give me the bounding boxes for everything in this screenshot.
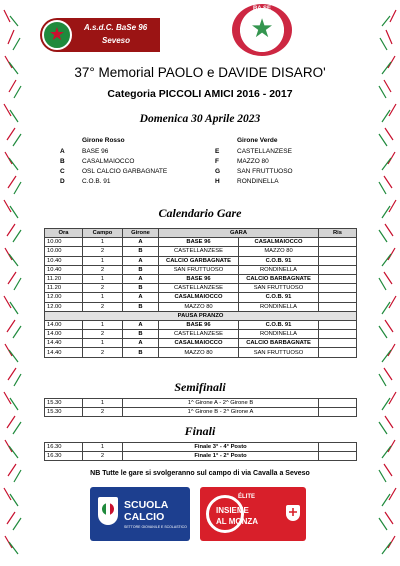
match-row: [45, 238, 357, 247]
match-field: 1: [83, 274, 123, 283]
match-time: 10.40: [45, 256, 83, 265]
group-letter: C: [60, 167, 65, 175]
match-field: 2: [83, 247, 123, 256]
group-letter: H: [215, 177, 220, 185]
match-time: 10.00: [45, 238, 83, 247]
match-field: 1: [83, 238, 123, 247]
elite-line2: INSIEME: [216, 506, 249, 515]
group-letter: B: [60, 157, 65, 165]
match-row: [45, 247, 357, 256]
col-header-ris: Ris: [319, 229, 357, 238]
emblem-bottom-text: 96: [258, 46, 266, 52]
group-team-name: C.O.B. 91: [82, 177, 111, 185]
home-team: BASE 96: [159, 320, 239, 329]
group-team-name: CASALMAIOCCO: [82, 157, 135, 165]
away-team: SAN FRUTTUOSO: [239, 348, 319, 357]
match-result: [319, 408, 357, 417]
match-group: B: [123, 247, 159, 256]
col-header-girone: Girone: [123, 229, 159, 238]
club-city: Seveso: [102, 36, 131, 45]
match-row: [45, 339, 357, 348]
match-row: [45, 284, 357, 293]
star-icon: ★: [250, 14, 274, 44]
match-time: 16.30: [45, 443, 83, 452]
page-title: 37° Memorial PAOLO e DAVIDE DISARO': [74, 65, 326, 80]
group-rosso: [60, 137, 220, 186]
group-team-name: SAN FRUTTUOSO: [237, 167, 293, 175]
scuola-calcio-logo: [90, 487, 190, 541]
home-team: BASE 96: [159, 238, 239, 247]
col-header-gara: GARA: [159, 229, 319, 238]
match-field: 2: [83, 348, 123, 357]
group-team-name: CASTELLANZESE: [237, 147, 292, 155]
scuola-line3: SETTORE GIOVANILE E SCOLASTICO: [124, 525, 187, 529]
match-group: A: [123, 293, 159, 302]
group-letter: A: [60, 147, 65, 155]
match-group: B: [123, 284, 159, 293]
pause-row: [45, 311, 357, 320]
category-title: Categoria PICCOLI AMICI 2016 - 2017: [107, 88, 293, 100]
match-field: 1: [83, 293, 123, 302]
match-row: [45, 256, 357, 265]
match-time: 15.30: [45, 408, 83, 417]
group-team-row: [215, 156, 355, 166]
match-result: [319, 330, 357, 339]
match-result: [319, 284, 357, 293]
match-group: A: [123, 256, 159, 265]
emblem-top-text: BA SE: [252, 6, 272, 12]
match-time: 14.00: [45, 330, 83, 339]
group-letter: G: [215, 167, 221, 175]
home-team: CASTELLANZESE: [159, 284, 239, 293]
club-emblem: [232, 4, 292, 56]
group-letter: D: [60, 177, 65, 185]
match-result: [319, 256, 357, 265]
away-team: CALCIO BARBAGNATE: [239, 339, 319, 348]
match-field: 2: [83, 265, 123, 274]
match-time: 11.20: [45, 284, 83, 293]
group-letter: F: [215, 157, 219, 165]
match-field: 2: [83, 408, 123, 417]
knockout-row: [45, 408, 357, 417]
club-name: A.s.d.C. BaSe 96: [84, 23, 148, 32]
match-time: 14.40: [45, 339, 83, 348]
match-row: [45, 302, 357, 311]
finals-body: [45, 443, 357, 461]
match-field: 2: [83, 302, 123, 311]
club-logo-icon: [42, 20, 72, 50]
group-team-row: [215, 146, 355, 156]
match-time: 11.20: [45, 274, 83, 283]
match-field: 2: [83, 452, 123, 461]
elite-line1: ÉLITE: [238, 494, 256, 500]
elite-monza-logo: [200, 487, 306, 541]
match-row: [45, 330, 357, 339]
match-group: B: [123, 265, 159, 274]
away-team: CALCIO BARBAGNATE: [239, 274, 319, 283]
confetti-border-right: [370, 0, 400, 566]
finals-table: [44, 442, 357, 461]
home-team: BASE 96: [159, 274, 239, 283]
away-team: C.O.B. 91: [239, 256, 319, 265]
home-team: MAZZO 80: [159, 302, 239, 311]
group-team-name: OSL CALCIO GARBAGNATE: [82, 167, 168, 175]
knockout-match: 1^ Girone B - 2^ Girone A: [123, 408, 319, 417]
group-team-name: BASE 96: [82, 147, 109, 155]
match-result: [319, 302, 357, 311]
match-result: [319, 399, 357, 408]
match-row: [45, 320, 357, 329]
away-team: RONDINELLA: [239, 302, 319, 311]
match-time: 16.30: [45, 452, 83, 461]
match-result: [319, 293, 357, 302]
figc-shield-icon: [98, 497, 118, 525]
match-group: A: [123, 274, 159, 283]
calendar-title: Calendario Gare: [158, 206, 242, 220]
group-team-row: [215, 176, 355, 186]
group-title: Girone Rosso: [82, 137, 125, 144]
match-result: [319, 443, 357, 452]
match-time: 12.00: [45, 302, 83, 311]
away-team: MAZZO 80: [239, 247, 319, 256]
pause-label: PAUSA PRANZO: [45, 311, 357, 320]
knockout-row: [45, 452, 357, 461]
match-result: [319, 238, 357, 247]
away-team: CASALMAIOCCO: [239, 238, 319, 247]
knockout-row: [45, 399, 357, 408]
match-field: 1: [83, 339, 123, 348]
group-team-name: MAZZO 80: [237, 157, 269, 165]
group-verde: [215, 137, 355, 186]
match-group: B: [123, 302, 159, 311]
calendar-table: [44, 228, 357, 358]
away-team: C.O.B. 91: [239, 293, 319, 302]
match-time: 12.00: [45, 293, 83, 302]
match-time: 14.00: [45, 320, 83, 329]
home-team: MAZZO 80: [159, 348, 239, 357]
match-result: [319, 247, 357, 256]
knockout-match: Finale 3° - 4° Posto: [123, 443, 319, 452]
match-group: B: [123, 330, 159, 339]
knockout-match: 1^ Girone A - 2^ Girone B: [123, 399, 319, 408]
home-team: CALCIO GARBAGNATE: [159, 256, 239, 265]
semifinals-body: [45, 399, 357, 417]
home-team: CASALMAIOCCO: [159, 339, 239, 348]
match-group: B: [123, 348, 159, 357]
calendar-body: [45, 238, 357, 357]
group-team-row: [60, 156, 220, 166]
match-field: 1: [83, 399, 123, 408]
match-row: [45, 274, 357, 283]
match-group: A: [123, 339, 159, 348]
group-team-name: RONDINELLA: [237, 177, 279, 185]
match-field: 1: [83, 256, 123, 265]
col-header-campo: Campo: [83, 229, 123, 238]
match-field: 1: [83, 320, 123, 329]
group-letter: E: [215, 147, 220, 155]
group-title: Girone Verde: [237, 137, 278, 144]
monza-crest-icon: [286, 505, 300, 521]
match-field: 1: [83, 443, 123, 452]
match-time: 15.30: [45, 399, 83, 408]
match-group: A: [123, 238, 159, 247]
calendar-header-row: [45, 229, 357, 238]
match-result: [319, 265, 357, 274]
match-result: [319, 452, 357, 461]
home-team: CASALMAIOCCO: [159, 293, 239, 302]
match-time: 10.40: [45, 265, 83, 274]
group-team-row: [60, 146, 220, 156]
finals-title: Finali: [184, 424, 216, 438]
group-team-row: [60, 176, 220, 186]
knockout-match: Finale 1° - 2° Posto: [123, 452, 319, 461]
match-time: 10.00: [45, 247, 83, 256]
semifinals-title: Semifinali: [174, 380, 226, 394]
home-team: CASTELLANZESE: [159, 330, 239, 339]
venue-note: NB Tutte le gare si svolgeranno sul campo di via Cavalla a Seveso: [90, 470, 310, 477]
elite-line3: AL MONZA: [216, 517, 259, 526]
scuola-line1: SCUOLA: [124, 499, 169, 511]
match-group: A: [123, 320, 159, 329]
home-team: SAN FRUTTUOSO: [159, 265, 239, 274]
match-field: 2: [83, 330, 123, 339]
match-row: [45, 265, 357, 274]
match-result: [319, 339, 357, 348]
match-row: [45, 293, 357, 302]
group-team-row: [215, 166, 355, 176]
group-team-row: [60, 166, 220, 176]
home-team: CASTELLANZESE: [159, 247, 239, 256]
away-team: C.O.B. 91: [239, 320, 319, 329]
match-row: [45, 348, 357, 357]
away-team: RONDINELLA: [239, 265, 319, 274]
away-team: SAN FRUTTUOSO: [239, 284, 319, 293]
match-field: 2: [83, 284, 123, 293]
semifinals-table: [44, 398, 357, 417]
away-team: RONDINELLA: [239, 330, 319, 339]
match-time: 14.40: [45, 348, 83, 357]
club-banner: [40, 18, 160, 52]
match-result: [319, 320, 357, 329]
event-date: Domenica 30 Aprile 2023: [139, 113, 261, 125]
match-result: [319, 274, 357, 283]
col-header-ora: Ora: [45, 229, 83, 238]
match-result: [319, 348, 357, 357]
scuola-line2: CALCIO: [124, 511, 165, 523]
confetti-border-left: [0, 0, 30, 566]
knockout-row: [45, 443, 357, 452]
